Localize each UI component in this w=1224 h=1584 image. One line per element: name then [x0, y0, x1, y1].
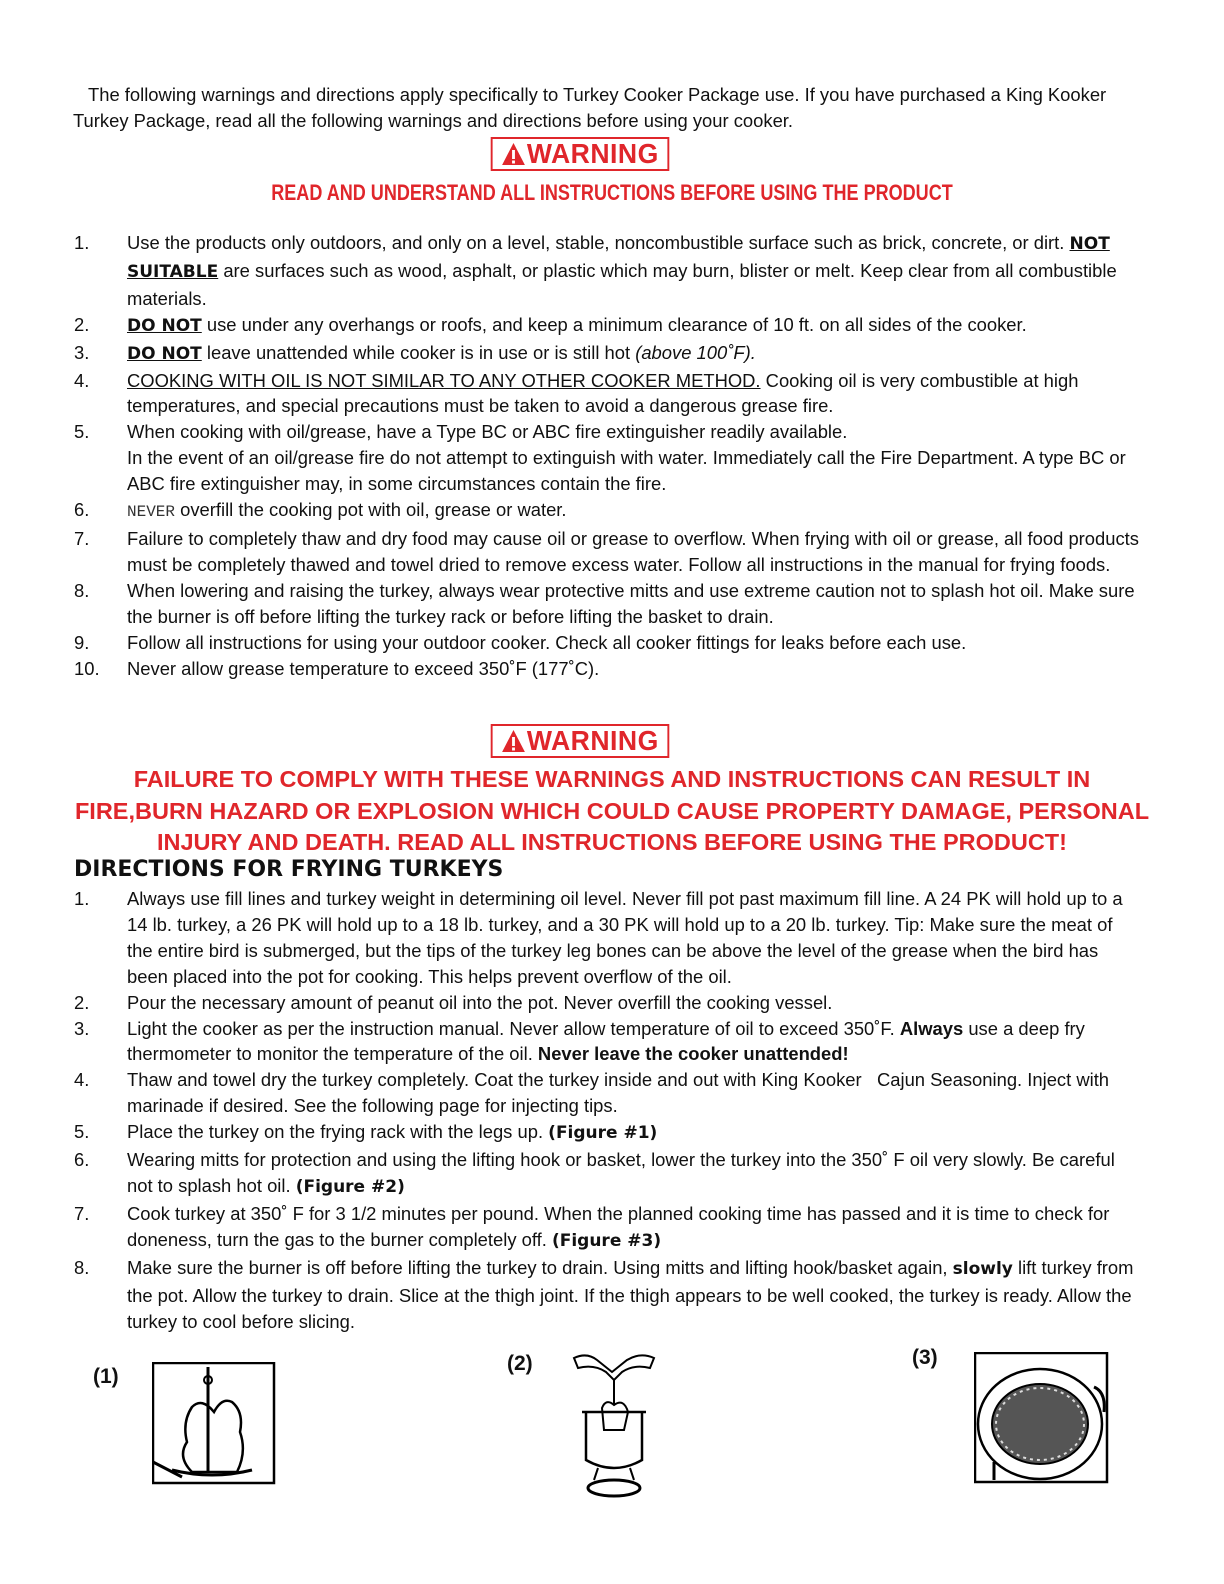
warnings-item	[0, 312, 1140, 340]
item-text: Pour the necessary amount of peanut oil into the pot. Never overfill the cooking vessel.	[127, 991, 833, 1013]
warnings-item	[0, 630, 1140, 656]
item-text: leave unattended while cooker is in use or is still hot	[201, 341, 636, 363]
figure-2-lowering-turkey	[572, 1350, 656, 1500]
item-text: (Figure #2)	[295, 1176, 405, 1197]
warnings-item	[0, 578, 1140, 630]
directions-item	[0, 1067, 1140, 1119]
warnings-item	[0, 368, 1140, 420]
item-number: 4.	[74, 369, 90, 391]
item-text: use a deep fry thermometer to monitor the temperature of the oil.	[127, 1017, 1085, 1065]
item-text: (Figure #3)	[551, 1230, 662, 1251]
item-text: slowly	[952, 1258, 1013, 1279]
item-text: Make sure the burner is off before lifting the turkey to drain. Using mitts and lifting hook/basket again,	[127, 1256, 953, 1278]
item-number: 5.	[74, 1121, 90, 1143]
item-text: When cooking with oil/grease, have a Type BC or ABC fire extinguisher readily available.	[127, 421, 848, 443]
item-text: Use the products only outdoors, and only on a level, stable, noncombustible surface such as brick, concrete, or dirt.	[127, 232, 1070, 253]
item-text: Always	[899, 1017, 964, 1039]
read-instructions-heading: READ AND UNDERSTAND ALL INSTRUCTIONS BEFORE USING THE PRODUCT	[271, 180, 953, 205]
item-number: 1.	[74, 888, 90, 909]
item-text: NEVER	[127, 503, 176, 522]
item-text: use under any overhangs or roofs, and keep a minimum clearance of 10 ft. on all sides of the cooker.	[201, 313, 1027, 335]
intro-paragraph: The following warnings and directions apply specifically to Turkey Cooker Package use. If you have purchased a King Kooker Turkey Package, read all the following warnings and directions before using your cooker.	[73, 84, 1117, 131]
item-text: Cook turkey at 350˚ F for 3 1/2 minutes per pound. When the planned cooking time has passed and it is time to check for doneness, turn the gas to the burner completely off.	[127, 1202, 1110, 1250]
item-number: 8.	[74, 579, 90, 601]
item-text: Failure to completely thaw and dry food may cause oil or grease to overflow. When frying with oil or grease, all food products must be completely thawed and towel dried to remove excess water. Follow all instructions in the manual for frying foods.	[127, 527, 1139, 575]
directions-item	[0, 1147, 1140, 1201]
item-text: Wearing mitts for protection and using the lifting hook or basket, lower the turkey into the 350˚ F oil very slowly. Be careful not to splash hot oil.	[127, 1149, 1115, 1196]
failure-warning-text: FAILURE TO COMPLY WITH THESE WARNINGS AND INSTRUCTIONS CAN RESULT IN FIRE,BURN HAZARD OR EXPLOSION WHICH COULD CAUSE PROPERTY DAMAGE, PERSONAL INJURY AND DEATH. READ ALL INSTRUCTIONS BEFORE USING THE PRODUCT!	[74, 766, 1150, 855]
item-number: 7.	[74, 1202, 90, 1224]
directions-item	[0, 1201, 1140, 1255]
figure-3-label: (3)	[912, 1346, 938, 1369]
directions-item	[0, 1255, 1140, 1335]
item-text: Always use fill lines and turkey weight in determining oil level. Never fill pot past maximum fill line. A 24 PK will hold up to a 14 lb. turkey, a 26 PK will hold up to a 18 lb. turkey, and a 30 PK will hold up to a 20 lb. turkey. Tip: Make sure the meat of the entire bird is submerged, but the tips of the turkey leg bones can be above the level of the grease when the bird has been placed into the pot for cooking. This helps prevent overflow of the oil.	[127, 888, 1123, 987]
item-number: 4.	[74, 1069, 90, 1091]
item-number: 2.	[74, 991, 90, 1013]
warning-banner	[491, 724, 670, 758]
item-text: are surfaces such as wood, asphalt, or plastic which may burn, blister or melt. Keep clear from all combustible materials.	[127, 259, 1117, 309]
warning-label: WARNING	[526, 725, 659, 756]
figure-2-label: (2)	[507, 1352, 533, 1375]
warning-label: WARNING	[526, 138, 659, 169]
item-text: DO NOT	[127, 343, 202, 364]
item-text: In the event of an oil/grease fire do not attempt to extinguish with water. Immediately call the Fire Department. A type BC or ABC fire extinguisher may, in some circumstances contain the fire.	[127, 447, 1126, 495]
item-text: overfill the cooking pot with oil, grease or water.	[175, 499, 567, 521]
directions-list	[0, 886, 1224, 1334]
item-number: 8.	[74, 1256, 90, 1278]
item-number: 3.	[74, 341, 90, 363]
directions-item	[0, 990, 1140, 1016]
warning-banner	[491, 137, 670, 171]
item-text: Cooking oil is very combustible at high temperatures, and special precautions must be taken to avoid a dangerous grease fire.	[127, 369, 1079, 417]
figure-1-label: (1)	[93, 1365, 119, 1388]
item-text: Never leave the cooker unattended!	[537, 1043, 849, 1065]
warnings-item	[0, 656, 1140, 682]
item-text: DO NOT	[127, 315, 202, 336]
item-text: lift turkey from the pot. Allow the turkey to drain. Slice at the thigh joint. If the thigh appears to be well cooked, the turkey is ready. Allow the turkey to cool before slicing.	[127, 1256, 1134, 1332]
warnings-list	[0, 230, 1224, 681]
item-number: 1.	[74, 232, 90, 253]
directions-item	[0, 886, 1140, 990]
item-number: 7.	[74, 527, 90, 549]
directions-item	[0, 1016, 1140, 1068]
warnings-item	[0, 526, 1140, 578]
item-text: (above 100˚F).	[635, 341, 756, 363]
item-text: (Figure #1)	[548, 1123, 658, 1144]
warnings-item	[0, 230, 1140, 312]
item-number: 9.	[74, 631, 90, 653]
item-text: NOT SUITABLE	[127, 234, 1110, 282]
figure-3-turkey-in-pot	[974, 1352, 1110, 1484]
item-text: Light the cooker as per the instruction manual. Never allow temperature of oil to exceed 350˚F.	[127, 1017, 900, 1039]
warning-triangle-icon	[501, 729, 526, 753]
directions-item	[0, 1119, 1140, 1147]
directions-heading: DIRECTIONS FOR FRYING TURKEYS	[74, 857, 504, 882]
figure-1-turkey-on-rack	[152, 1362, 276, 1486]
item-text: When lowering and raising the turkey, always wear protective mitts and use extreme caution not to splash hot oil. Make sure the burner is off before lifting the turkey rack or before lifting the basket to drain.	[127, 579, 1135, 627]
item-text: Follow all instructions for using your outdoor cooker. Check all cooker fittings for leaks before each use.	[127, 631, 967, 653]
item-text: Thaw and towel dry the turkey completely. Coat the turkey inside and out with King Kooker Cajun Seasoning. Inject with marinade if desired. See the following page for injecting tips.	[127, 1069, 1110, 1117]
warning-triangle-icon	[501, 142, 526, 166]
item-number: 6.	[74, 1149, 90, 1171]
item-text: COOKING WITH OIL IS NOT SIMILAR TO ANY OTHER COOKER METHOD.	[127, 369, 761, 391]
item-text: Place the turkey on the frying rack with the legs up.	[127, 1121, 549, 1143]
item-text: Never allow grease temperature to exceed 350˚F (177˚C).	[127, 657, 600, 679]
item-number: 6.	[74, 499, 90, 521]
warnings-item	[0, 419, 1140, 497]
item-number: 5.	[74, 421, 90, 443]
warnings-item	[0, 340, 1140, 368]
item-number: 2.	[74, 313, 90, 335]
item-number: 10.	[74, 657, 100, 679]
warnings-item	[0, 497, 1140, 526]
item-number: 3.	[74, 1017, 90, 1039]
